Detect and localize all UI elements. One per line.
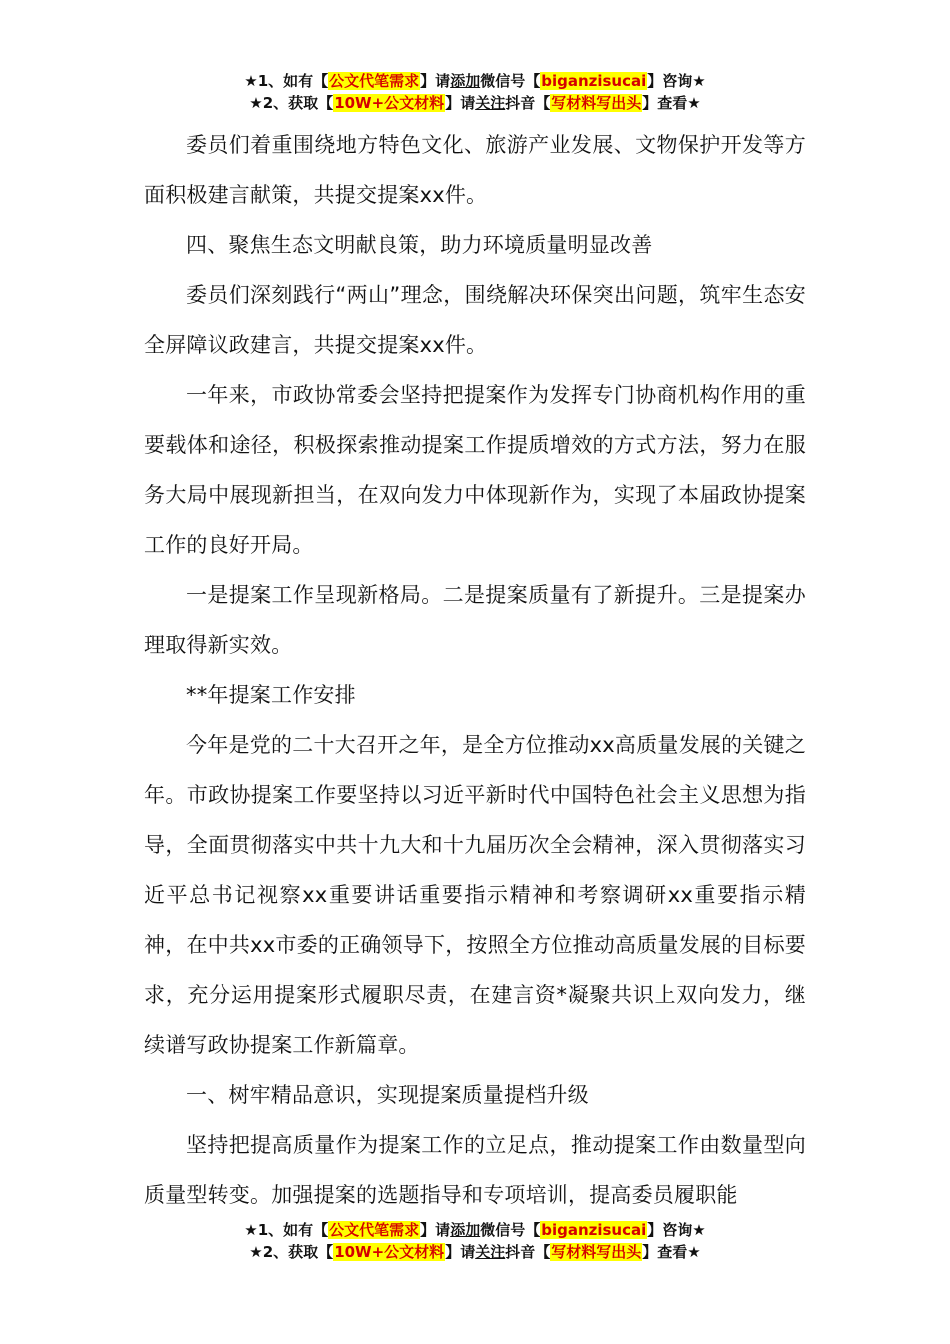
section-heading: 四、聚焦生态文明献良策，助力环境质量明显改善	[186, 233, 653, 257]
paragraph: 一是提案工作呈现新格局。二是提案质量有了新提升。三是提案办理取得新实效。	[144, 583, 806, 657]
highlight-wechat-id: biganzisucai	[541, 72, 647, 90]
highlight-service: 公文代笔需求	[329, 72, 420, 90]
highlight-douyin-account: 写材料写出头	[551, 94, 642, 112]
highlight-service: 公文代笔需求	[329, 1221, 420, 1239]
paragraph: 委员们深刻践行“两山”理念，围绕解决环保突出问题，筑牢生态安全屏障议政建言，共提交提案xx件。	[144, 283, 806, 357]
banner-line-1: ★1、如有【公文代笔需求】请添加微信号【biganzisucai】咨询★	[244, 1221, 706, 1239]
highlight-wechat-id: biganzisucai	[541, 1221, 647, 1239]
highlight-douyin-account: 写材料写出头	[551, 1243, 642, 1261]
highlight-materials: 10W+公文材料	[334, 94, 445, 112]
paragraph: 委员们着重围绕地方特色文化、旅游产业发展、文物保护开发等方面积极建言献策，共提交提案xx件。	[144, 133, 806, 207]
section-heading: 一、树牢精品意识，实现提案质量提档升级	[186, 1083, 589, 1107]
banner-line-1: ★1、如有【公文代笔需求】请添加微信号【biganzisucai】咨询★	[244, 72, 706, 90]
paragraph: 坚持把提高质量作为提案工作的立足点，推动提案工作由数量型向质量型转变。加强提案的选题指导和专项培训，提高委员履职能	[144, 1133, 806, 1207]
paragraph: 今年是党的二十大召开之年，是全方位推动xx高质量发展的关键之年。市政协提案工作要坚持以习近平新时代中国特色社会主义思想为指导，全面贯彻落实中共十九大和十九届历次全会精神，深入贯彻落实习近平总书记视察xx重要讲话重要指示精神和考察调研xx重要指示精神，在中共xx市委的正确领导下，按照全方位推动高质量发展的目标要求，充分运用提案形式履职尽责，在建言资*凝聚共识上双向发力，继续谱写政协提案工作新篇章。	[144, 733, 806, 1057]
banner-line-2: ★2、获取【10W+公文材料】请关注抖音【写材料写出头】查看★	[249, 94, 701, 112]
paragraph: 一年来，市政协常委会坚持把提案作为发挥专门协商机构作用的重要载体和途径，积极探索推动提案工作提质增效的方式方法，努力在服务大局中展现新担当，在双向发力中体现新作为，实现了本届政协提案工作的良好开局。	[144, 383, 806, 557]
highlight-materials: 10W+公文材料	[334, 1243, 445, 1261]
banner-line-2: ★2、获取【10W+公文材料】请关注抖音【写材料写出头】查看★	[249, 1243, 701, 1261]
footer-banner	[0, 1219, 950, 1263]
header-banner	[0, 70, 950, 114]
section-heading: **年提案工作安排	[186, 683, 356, 707]
document-body	[144, 120, 806, 1220]
